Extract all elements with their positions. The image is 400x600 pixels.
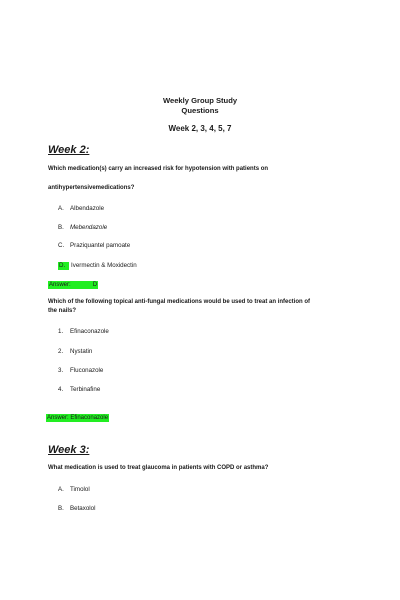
week-2-q1-answer [48,281,98,289]
document-subtitle: Questions [181,106,219,115]
option-text: Nystatin [70,348,93,355]
week-2-question-2-line-2: the nails? [48,308,77,314]
option-label: C. [58,242,65,249]
option-label: B. [58,505,64,512]
weeks-covered: Week 2, 3, 4, 5, 7 [168,124,232,133]
week-2-q1-option-d [58,262,137,270]
option-label: 4. [58,386,64,393]
week-2-q1-option-c [58,242,130,250]
option-label: 3. [58,367,64,374]
option-label: 1. [58,328,64,335]
week-2-q1-option-b [58,224,107,232]
option-label: A. [58,205,64,212]
option-text: Fluconazole [70,367,104,374]
week-2-question-1-line-2: antihypertensivemedications? [48,185,135,191]
option-text: Timolol [70,486,90,493]
week-3-heading: Week 3: [48,444,90,456]
answer-value: D [92,282,98,288]
option-label: 2. [58,348,64,355]
week-2-q2-option-4 [58,386,100,394]
option-text: Praziquantel pamoate [70,242,131,249]
option-text: Betaxolol [70,505,96,512]
week-2-q2-answer: Answer: Efinaconazole [47,415,109,421]
week-3-q1-option-b [58,505,95,513]
week-2-q2-option-3 [58,367,103,375]
option-text: Albendazole [70,205,105,212]
option-label: B. [58,224,64,231]
week-2-q1-option-a [58,205,104,213]
option-text: Terbinafine [70,386,101,393]
option-label: A. [58,486,64,493]
week-2-q2-option-1 [58,328,109,336]
week-3-question-1: What medication is used to treat glaucoma in patients with COPD or asthma? [48,465,269,471]
option-text: Mebendazole [70,224,108,231]
week-2-heading: Week 2: [48,144,90,156]
option-label-highlighted: D. [58,262,69,270]
answer-label: Answer: [49,282,71,288]
document-title: Weekly Group Study [162,96,238,105]
week-2-q2-option-2 [58,348,92,356]
week-2-question-2-line-1: Which of the following topical anti-fungal medications would be used to treat an infection of [48,299,310,305]
week-3-q1-option-a [58,486,90,494]
option-text: Efinaconazole [70,328,109,335]
week-2-question-1-line-1: Which medication(s) carry an increased risk for hypotension with patients on [48,166,269,172]
option-text: Ivermectin & Moxidectin [71,262,137,269]
